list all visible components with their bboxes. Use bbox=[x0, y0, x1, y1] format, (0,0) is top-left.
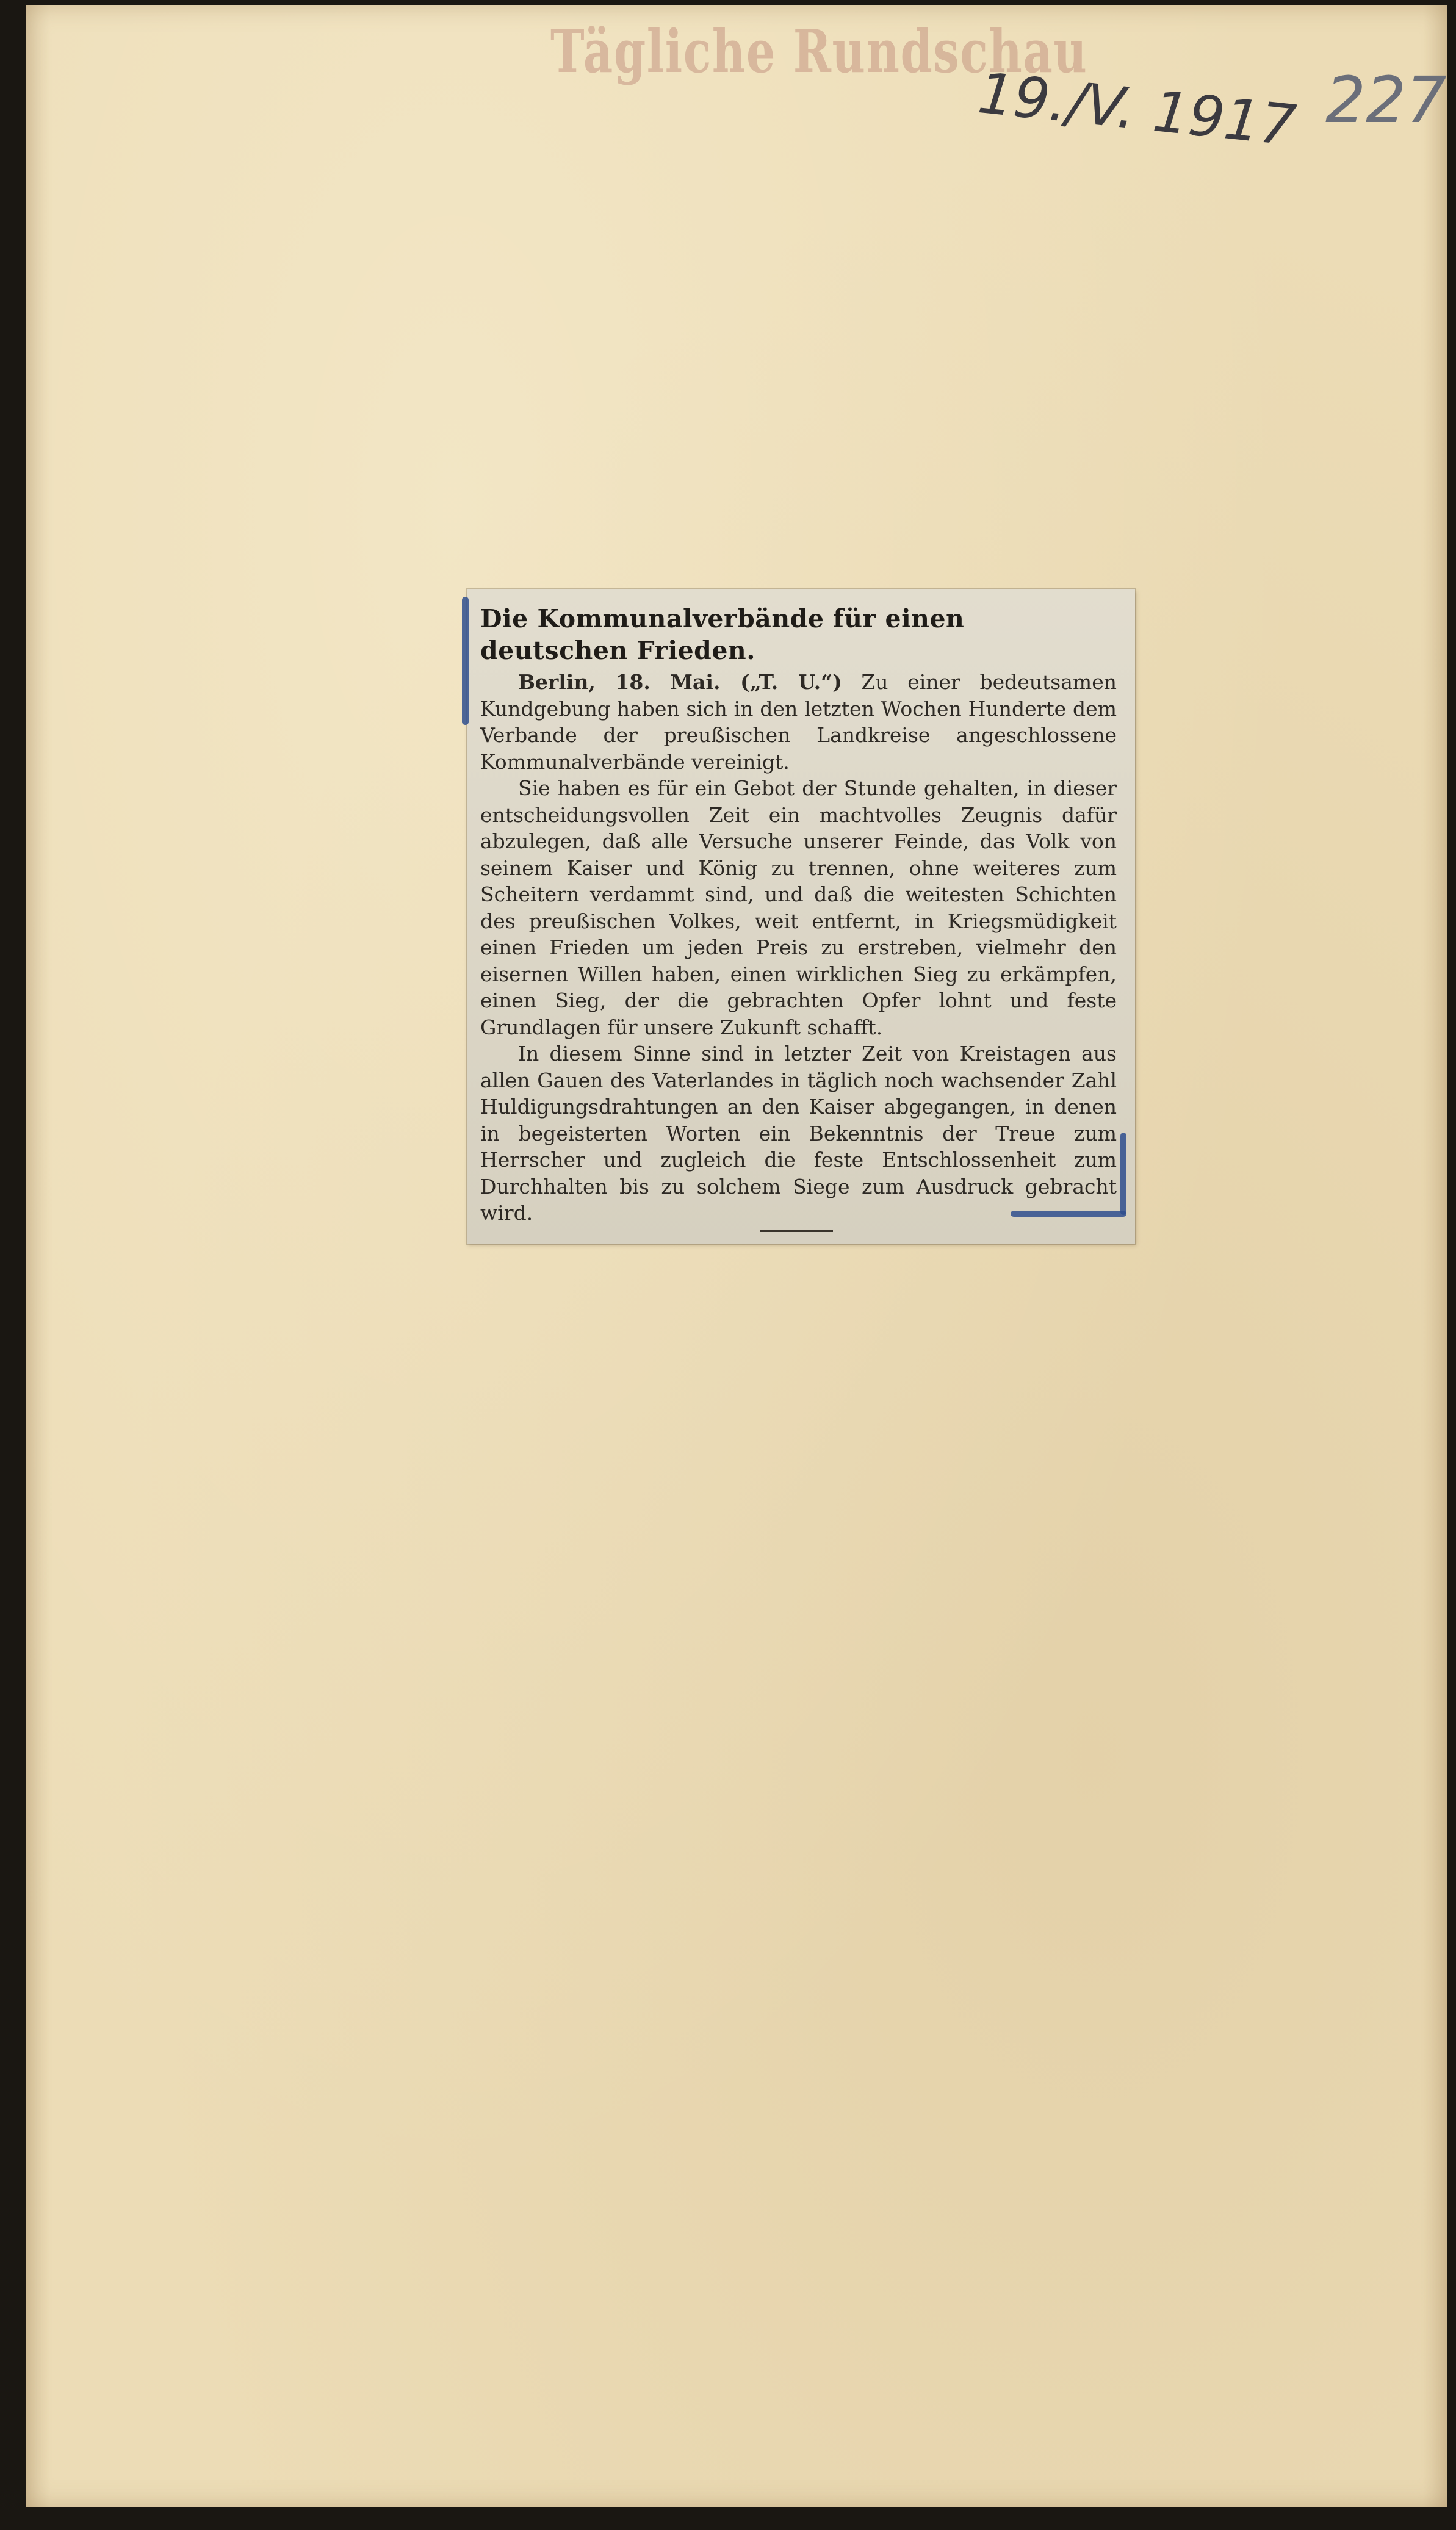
article-title: Die Kommunalverbände für einen deutschen Frieden. bbox=[480, 604, 965, 665]
article-end-rule bbox=[760, 1230, 833, 1232]
newspaper-stamp: Tägliche Rundschau bbox=[550, 17, 1088, 86]
article-paragraph-1-text: Zu einer bedeutsamen Kundgebung haben sich in den letzten Wochen Hunderte dem Verbande der preußischen Landkreise angeschlossene Kommunalverbände vereinigt. bbox=[480, 670, 1117, 774]
handwritten-date: 19./V. 1917 bbox=[975, 60, 1299, 159]
newspaper-clipping bbox=[467, 589, 1135, 1244]
article-dateline: Berlin, 18. Mai. („T. U.“) bbox=[518, 670, 842, 694]
article-paragraph-3: In diesem Sinne sind in letzter Zeit von Kreistagen aus allen Gauen des Vaterlandes in täglich noch wachsender Zahl Huldigungsdrahtungen an den Kaiser abgegangen, in denen in begeisterten Worten ein Bekenntnis der Treue zum Herrscher und zugleich die feste Entschlossenheit zum Durchhalten bis zu solchem Siege zum Ausdruck gebracht wird. bbox=[480, 1042, 1117, 1225]
archive-sheet bbox=[26, 5, 1447, 2507]
blue-pencil-mark-left bbox=[462, 597, 469, 725]
handwritten-archive-number: 227 bbox=[1325, 63, 1447, 137]
blue-pencil-mark-right bbox=[1120, 1133, 1126, 1215]
article-paragraph-2: Sie haben es für ein Gebot der Stunde gehalten, in dieser entscheidungsvollen Zeit ein machtvolles Zeugnis dafür abzulegen, daß alle Versuche unserer Feinde, das Volk von seinem Kaiser und König zu trennen, ohne weiteres zum Scheitern verdammt sind, und daß die weitesten Schichten des preußischen Volkes, weit entfernt, in Kriegsmüdigkeit einen Frieden um jeden Preis zu erstreben, vielmehr den eisernen Willen haben, einen wirklichen Sieg zu erkämpfen, einen Sieg, der die gebrachten Opfer lohnt und feste Grundlagen für unsere Zukunft schafft. bbox=[480, 776, 1117, 1039]
article-paragraph-1 bbox=[480, 669, 1117, 775]
blue-pencil-mark-bottom bbox=[1011, 1211, 1126, 1217]
